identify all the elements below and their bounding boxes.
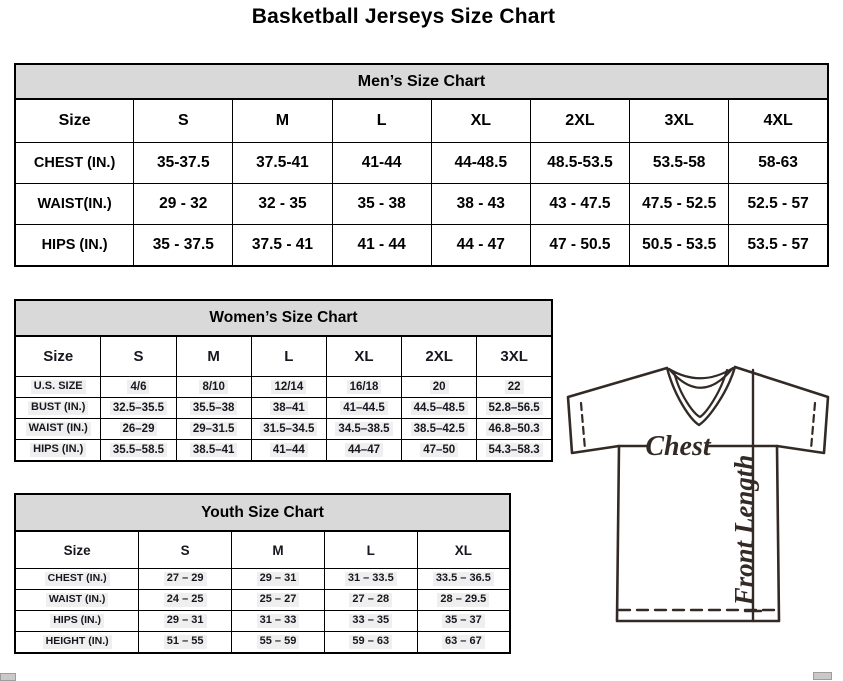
womens-size-table — [14, 299, 553, 462]
table-row — [15, 398, 552, 419]
size-cell: 41–44 — [251, 440, 326, 462]
table-row — [15, 64, 828, 99]
size-cell: 27 – 28 — [324, 590, 417, 611]
size-cell: 22 — [477, 377, 552, 398]
size-cell: 32 - 35 — [233, 184, 332, 225]
row-label: CHEST (IN.) — [15, 143, 134, 184]
size-cell: 53.5-58 — [630, 143, 729, 184]
size-cell: 44–47 — [326, 440, 401, 462]
size-cell: 29 – 31 — [139, 611, 232, 632]
table-row — [15, 300, 552, 336]
size-cell: 35.5–38 — [176, 398, 251, 419]
size-cell: 37.5-41 — [233, 143, 332, 184]
column-header: 2XL — [530, 99, 629, 143]
size-cell: 47.5 - 52.5 — [630, 184, 729, 225]
column-header: 4XL — [729, 99, 828, 143]
mens-chart-title: Men’s Size Chart — [15, 64, 828, 99]
size-cell: 47 - 50.5 — [530, 225, 629, 267]
mens-size-table — [14, 63, 829, 267]
column-header: Size — [15, 336, 101, 377]
column-header: L — [332, 99, 431, 143]
table-row — [15, 611, 510, 632]
size-cell: 54.3–58.3 — [477, 440, 552, 462]
size-cell: 44.5–48.5 — [402, 398, 477, 419]
table-row — [15, 531, 510, 569]
column-header: M — [176, 336, 251, 377]
size-cell: 35 - 38 — [332, 184, 431, 225]
size-cell: 8/10 — [176, 377, 251, 398]
size-cell: 26–29 — [101, 419, 176, 440]
table-row — [15, 440, 552, 462]
size-cell: 53.5 - 57 — [729, 225, 828, 267]
page-title: Basketball Jerseys Size Chart — [251, 5, 556, 28]
size-cell: 46.8–50.3 — [477, 419, 552, 440]
row-label: HIPS (IN.) — [15, 225, 134, 267]
size-cell: 4/6 — [101, 377, 176, 398]
size-cell: 59 – 63 — [324, 632, 417, 654]
size-cell: 24 – 25 — [139, 590, 232, 611]
row-label: U.S. SIZE — [15, 377, 101, 398]
table-row — [15, 336, 552, 377]
size-cell: 35-37.5 — [134, 143, 233, 184]
size-cell: 52.5 - 57 — [729, 184, 828, 225]
column-header: L — [324, 531, 417, 569]
front-length-label: Front Length — [729, 454, 759, 606]
table-row — [15, 569, 510, 590]
jersey-measurement-diagram — [556, 356, 840, 640]
size-cell: 63 – 67 — [417, 632, 510, 654]
column-header: XL — [417, 531, 510, 569]
column-header: M — [233, 99, 332, 143]
table-row — [15, 184, 828, 225]
row-label: HIPS (IN.) — [15, 611, 139, 632]
size-cell: 35.5–58.5 — [101, 440, 176, 462]
size-cell: 37.5 - 41 — [233, 225, 332, 267]
jersey-outline — [568, 367, 828, 621]
column-header: Size — [15, 531, 139, 569]
size-cell: 12/14 — [251, 377, 326, 398]
row-label: BUST (IN.) — [15, 398, 101, 419]
size-cell: 35 – 37 — [417, 611, 510, 632]
size-cell: 41 - 44 — [332, 225, 431, 267]
size-cell: 44 - 47 — [431, 225, 530, 267]
column-header: 2XL — [402, 336, 477, 377]
table-row — [15, 494, 510, 531]
size-cell: 29 – 31 — [232, 569, 325, 590]
size-cell: 35 - 37.5 — [134, 225, 233, 267]
column-header: S — [134, 99, 233, 143]
size-cell: 43 - 47.5 — [530, 184, 629, 225]
scrollbar-fragment-left — [0, 673, 16, 681]
table-row — [15, 99, 828, 143]
size-cell: 31.5–34.5 — [251, 419, 326, 440]
column-header: M — [232, 531, 325, 569]
youth-chart-title: Youth Size Chart — [15, 494, 510, 531]
size-cell: 27 – 29 — [139, 569, 232, 590]
size-cell: 44-48.5 — [431, 143, 530, 184]
size-cell: 31 – 33.5 — [324, 569, 417, 590]
size-cell: 41–44.5 — [326, 398, 401, 419]
size-cell: 33 – 35 — [324, 611, 417, 632]
column-header: Size — [15, 99, 134, 143]
size-cell: 32.5–35.5 — [101, 398, 176, 419]
size-cell: 16/18 — [326, 377, 401, 398]
size-cell: 25 – 27 — [232, 590, 325, 611]
table-row — [15, 590, 510, 611]
size-cell: 52.8–56.5 — [477, 398, 552, 419]
size-cell: 34.5–38.5 — [326, 419, 401, 440]
table-row — [15, 225, 828, 267]
column-header: S — [139, 531, 232, 569]
column-header: 3XL — [477, 336, 552, 377]
jersey-diagram-svg — [556, 356, 840, 640]
size-cell: 38.5–41 — [176, 440, 251, 462]
size-cell: 28 – 29.5 — [417, 590, 510, 611]
column-header: L — [251, 336, 326, 377]
column-header: XL — [326, 336, 401, 377]
table-row — [15, 419, 552, 440]
row-label: HIPS (IN.) — [15, 440, 101, 462]
size-cell: 38.5–42.5 — [402, 419, 477, 440]
youth-size-table — [14, 493, 511, 654]
row-label: WAIST (IN.) — [15, 590, 139, 611]
size-cell: 51 – 55 — [139, 632, 232, 654]
column-header: 3XL — [630, 99, 729, 143]
row-label: HEIGHT (IN.) — [15, 632, 139, 654]
row-label: WAIST(IN.) — [15, 184, 134, 225]
chest-label: Chest — [645, 431, 711, 462]
size-cell: 31 – 33 — [232, 611, 325, 632]
size-cell: 29 - 32 — [134, 184, 233, 225]
column-header: S — [101, 336, 176, 377]
size-cell: 48.5-53.5 — [530, 143, 629, 184]
column-header: XL — [431, 99, 530, 143]
size-cell: 33.5 – 36.5 — [417, 569, 510, 590]
row-label: CHEST (IN.) — [15, 569, 139, 590]
size-cell: 47–50 — [402, 440, 477, 462]
womens-chart-title: Women’s Size Chart — [15, 300, 552, 336]
size-cell: 58-63 — [729, 143, 828, 184]
table-row — [15, 143, 828, 184]
size-cell: 50.5 - 53.5 — [630, 225, 729, 267]
size-cell: 38–41 — [251, 398, 326, 419]
row-label: WAIST (IN.) — [15, 419, 101, 440]
size-cell: 29–31.5 — [176, 419, 251, 440]
size-cell: 41-44 — [332, 143, 431, 184]
table-row — [15, 377, 552, 398]
size-cell: 55 – 59 — [232, 632, 325, 654]
size-cell: 38 - 43 — [431, 184, 530, 225]
size-cell: 20 — [402, 377, 477, 398]
table-row — [15, 632, 510, 654]
